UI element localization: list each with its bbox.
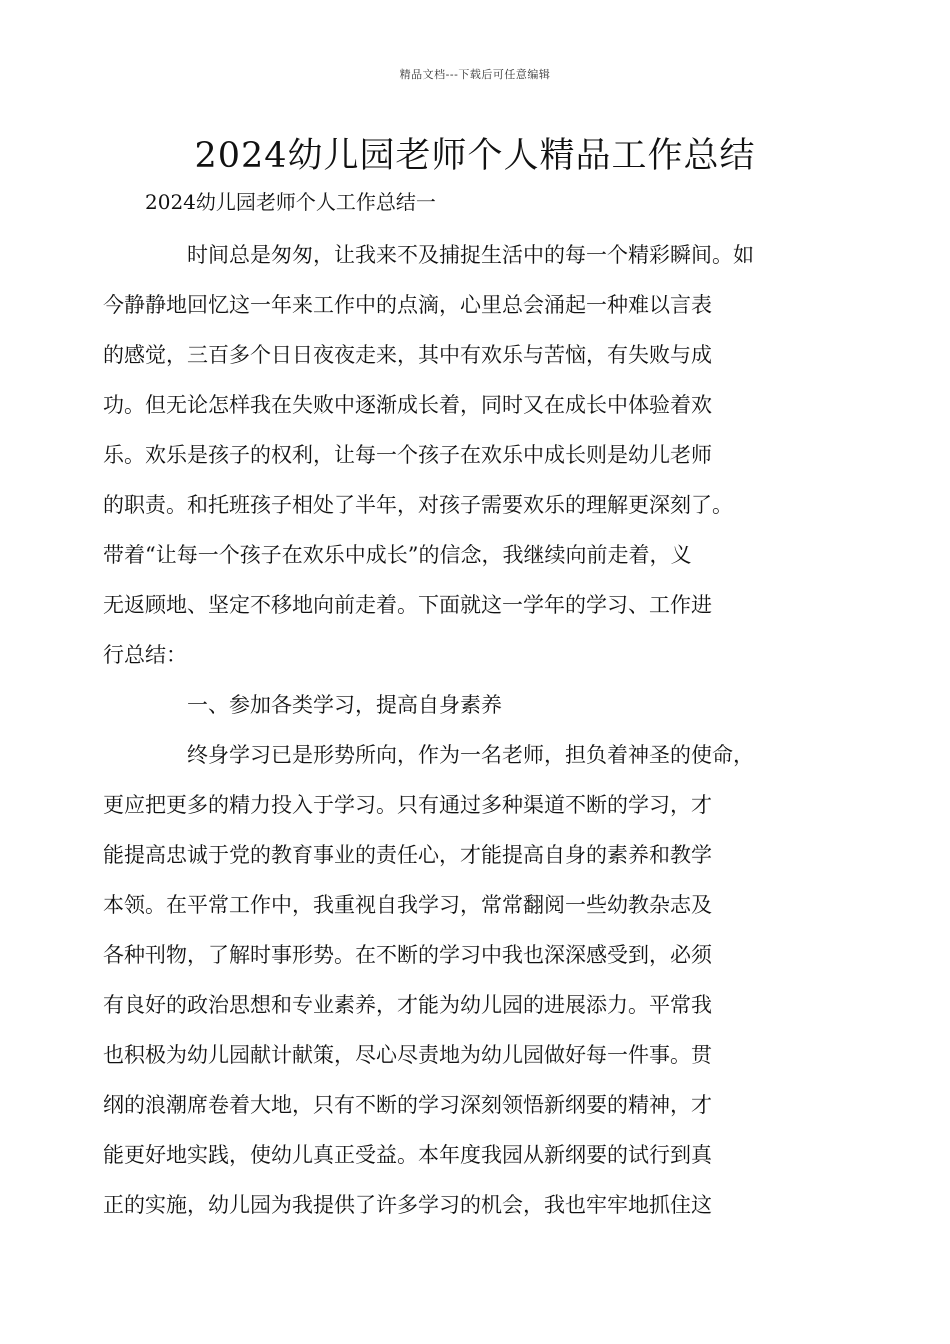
text-line: 今静静地回忆这一年来工作中的点滴，心里总会涌起一种难以言表 (103, 293, 712, 317)
text-line: 各种刊物，了解时事形势。在不断的学习中我也深深感受到，必须 (103, 943, 712, 967)
text-line: 乐。欢乐是孩子的权利，让每一个孩子在欢乐中成长则是幼儿老师 (103, 443, 712, 467)
text-line: 终身学习已是形势所向，作为一名老师，担负着神圣的使命， (187, 743, 754, 767)
header-watermark: 精品文档---下载后可任意编辑 (399, 68, 551, 81)
paragraph-intro (103, 230, 820, 680)
text-line: 的感觉，三百多个日日夜夜走来，其中有欢乐与苦恼，有失败与成 (103, 343, 712, 367)
text-line: 带着“让每一个孩子在欢乐中成长”的信念，我继续向前走着，义 (103, 543, 692, 567)
text-line: 能提高忠诚于党的教育事业的责任心，才能提高自身的素养和教学 (103, 843, 712, 867)
text-line: 有良好的政治思想和专业素养，才能为幼儿园的进展添力。平常我 (103, 993, 712, 1017)
text-line: 的职责。和托班孩子相处了半年，对孩子需要欢乐的理解更深刻了。 (103, 493, 733, 517)
text-line: 正的实施，幼儿园为我提供了许多学习的机会，我也牢牢地抓住这 (103, 1193, 712, 1217)
text-line: 功。但无论怎样我在失败中逐渐成长着，同时又在成长中体验着欢 (103, 393, 712, 417)
text-line: 也积极为幼儿园献计献策，尽心尽责地为幼儿园做好每一件事。贯 (103, 1043, 712, 1067)
section-heading: 一、参加各类学习，提高自身素养 (187, 693, 502, 717)
document-body (103, 230, 820, 1230)
text-line: 时间总是匆匆，让我来不及捕捉生活中的每一个精彩瞬间。如 (187, 243, 754, 267)
text-line: 更应把更多的精力投入于学习。只有通过多种渠道不断的学习，才 (103, 793, 712, 817)
document-title: 2024幼儿园老师个人精品工作总结 (194, 136, 756, 176)
paragraph-study (103, 730, 820, 1230)
text-line: 能更好地实践，使幼儿真正受益。本年度我园从新纲要的试行到真 (103, 1143, 712, 1167)
text-line: 无返顾地、坚定不移地向前走着。下面就这一学年的学习、工作进 (103, 593, 712, 617)
text-line: 本领。在平常工作中，我重视自我学习，常常翻阅一些幼教杂志及 (103, 893, 712, 917)
document-subtitle: 2024幼儿园老师个人工作总结一 (145, 190, 436, 214)
text-line: 行总结： (103, 643, 187, 667)
text-line: 纲的浪潮席卷着大地，只有不断的学习深刻领悟新纲要的精神，才 (103, 1093, 712, 1117)
